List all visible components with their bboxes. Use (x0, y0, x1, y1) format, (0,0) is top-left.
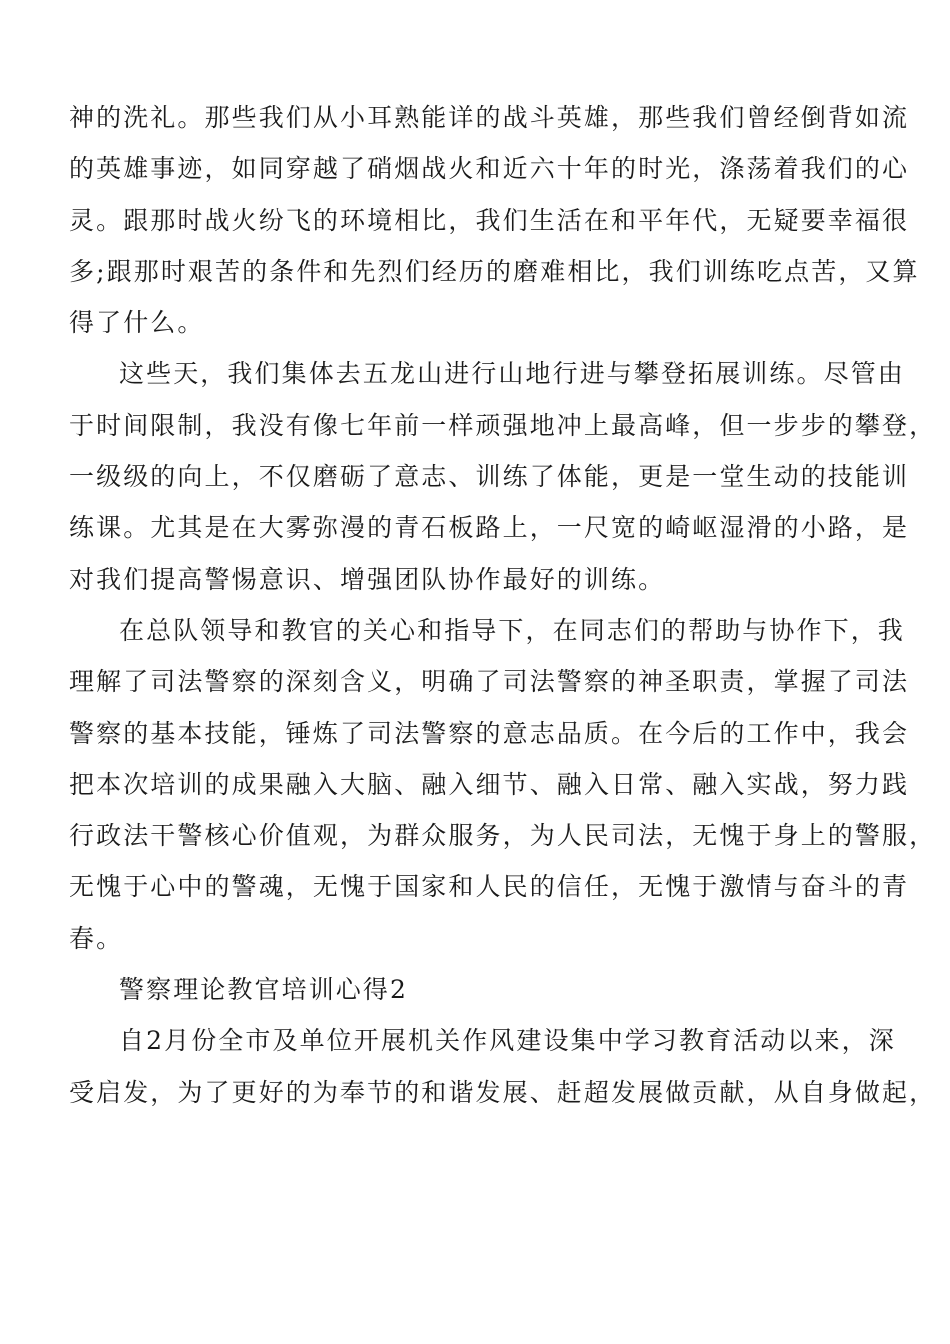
text-line: 在总队领导和教官的关心和指导下，在同志们的帮助与协作下，我 (119, 615, 905, 645)
text-line: 于时间限制，我没有像七年前一样顽强地冲上最高峰，但一步步的攀登， (69, 410, 937, 440)
text-line: 多;跟那时艰苦的条件和先烈们经历的磨难相比，我们训练吃点苦，又算 (69, 256, 920, 286)
text-line: 把本次培训的成果融入大脑、融入细节、融入日常、融入实战，努力践 (69, 769, 910, 799)
text-line: 得了什么。 (69, 308, 205, 338)
text-line: 神的洗礼。那些我们从小耳熟能详的战斗英雄，那些我们曾经倒背如流 (69, 103, 910, 132)
text-line: 无愧于心中的警魂，无愧于国家和人民的信任，无愧于激情与奋斗的青 (69, 872, 910, 902)
text-line: 理解了司法警察的深刻含义，明确了司法警察的神圣职责，掌握了司法 (69, 667, 910, 697)
text-line: 这些天，我们集体去五龙山进行山地行进与攀登拓展训练。尽管由 (119, 359, 905, 389)
document-body (69, 92, 937, 1118)
text-line: 警察的基本技能，锤炼了司法警察的意志品质。在今后的工作中，我会 (69, 718, 910, 748)
text-line: 的英雄事迹，如同穿越了硝烟战火和近六十年的时光，涤荡着我们的心 (69, 154, 910, 184)
text-line: 灵。跟那时战火纷飞的环境相比，我们生活在和平年代，无疑要幸福很 (69, 205, 910, 235)
text-line: 对我们提高警惕意识、增强团队协作最好的训练。 (69, 564, 666, 594)
text-line: 练课。尤其是在大雾弥漫的青石板路上，一尺宽的崎岖湿滑的小路，是 (69, 513, 910, 543)
text-line: 自2月份全市及单位开展机关作风建设集中学习教育活动以来，深 (119, 1026, 896, 1056)
text-line: 行政法干警核心价值观，为群众服务，为人民司法，无愧于身上的警服， (69, 821, 937, 851)
text-line: 受启发，为了更好的为奉节的和谐发展、赶超发展做贡献，从自身做起， (69, 1077, 937, 1107)
text-line: 一级级的向上，不仅磨砺了意志、训练了体能，更是一堂生动的技能训 (69, 462, 910, 492)
section-heading: 警察理论教官培训心得2 (119, 975, 409, 1005)
text-line: 春。 (69, 923, 124, 953)
